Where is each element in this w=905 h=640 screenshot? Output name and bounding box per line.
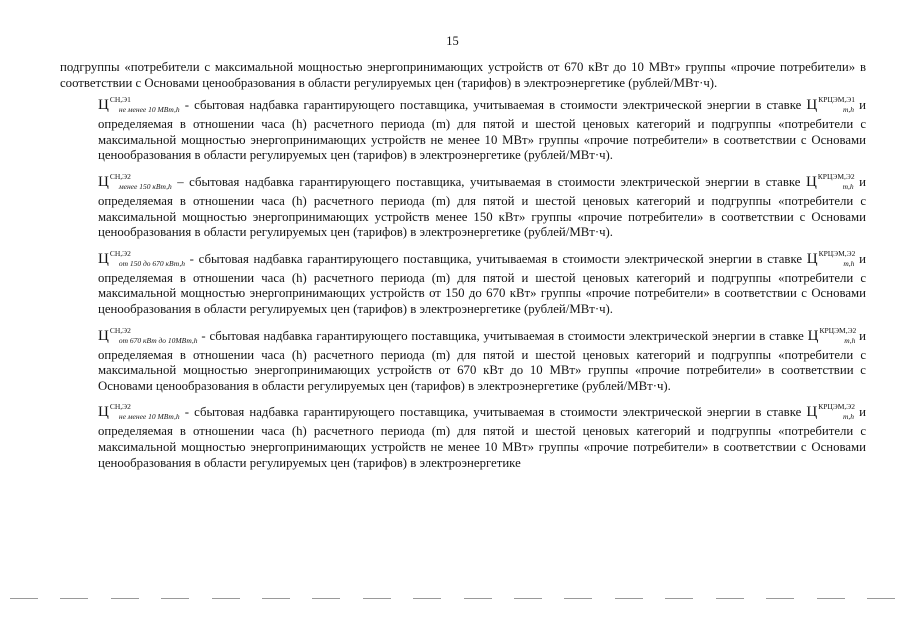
tariff-symbol: $Ц^{СН,Э2}_{не менее 10 МВт,h}$ [98, 402, 180, 422]
definition-paragraph [60, 169, 866, 241]
rate-symbol: $Ц^{КРЦЭМ,Э1}_{m,h}$ [806, 95, 855, 115]
rate-symbol: $Ц^{КРЦЭМ,Э2}_{m,h}$ [806, 402, 855, 422]
tariff-symbol: $Ц^{СН,Э2}_{от 670 кВт до 10МВт,h}$ [98, 325, 198, 345]
page-bottom-dashed-rule [0, 598, 905, 601]
definition-text: - сбытовая надбавка гарантирующего поставщика, учитываемая в стоимости электрической энергии в ставке [197, 328, 808, 343]
definition-text: - сбытовая надбавка гарантирующего поставщика, учитываемая в стоимости электрической энергии в ставке [179, 405, 807, 420]
definition-text-continued: и определяемая в отношении часа (h) расчетного периода (m) для пятой и шестой ценовых категорий и подгруппы «потребители с максимальной мощностью энергопринимающих устройств менее 150 кВт» группы «прочие потребители» в соответствии с Основами ценообразования в области регулируемых цен (тарифов) в электроэнергетике (рублей/МВт·ч). [98, 174, 866, 240]
rate-symbol: $Ц^{КРЦЭМ,Э2}_{m,h}$ [807, 325, 857, 345]
definition-text: - сбытовая надбавка гарантирующего поставщика, учитываемая в стоимости электрической энергии в ставке [179, 98, 807, 113]
definition-paragraph [60, 323, 866, 395]
definition-paragraph [60, 399, 866, 471]
tariff-symbol: $Ц^{СН,Э1}_{не менее 10 МВт,h}$ [98, 95, 180, 115]
rate-symbol: $Ц^{КРЦЭМ,Э2}_{m,h}$ [806, 248, 856, 268]
document-body [60, 60, 866, 471]
tariff-symbol: $Ц^{СН,Э2}_{менее 150 кВт,h}$ [98, 171, 172, 191]
intro-paragraph: подгруппы «потребители с максимальной мощностью энергопринимающих устройств от 670 кВт до 10 МВт» группы «прочие потребители» в соответствии с Основами ценообразования в области регулируемых цен (тарифов) в электроэнергетике (рублей/МВт·ч). [60, 60, 866, 90]
page-number: 15 [446, 34, 459, 48]
definition-paragraph [60, 92, 866, 164]
definition-text-continued: и определяемая в отношении часа (h) расчетного периода (m) для пятой и шестой ценовых категорий и подгруппы «потребители с максимальной мощностью энергопринимающих устройств от 670 кВт до 10 МВт» группы «прочие потребители» в соответствии с Основами ценообразования в области регулируемых цен (тарифов) в электроэнергетике (рублей/МВт·ч). [98, 328, 866, 393]
definition-text-continued: и определяемая в отношении часа (h) расчетного периода (m) для пятой и шестой ценовых категорий и подгруппы «потребители с максимальной мощностью энергопринимающих устройств от 150 до 670 кВт» группы «прочие потребители» в соответствии с Основами ценообразования в области регулируемых цен (тарифов) в электроэнергетике (рублей/МВт·ч). [98, 251, 866, 316]
definition-paragraph [60, 246, 866, 318]
tariff-symbol: $Ц^{СН,Э2}_{от 150 до 670 кВт,h}$ [98, 248, 185, 268]
definition-text: – сбытовая надбавка гарантирующего поставщика, учитываемая в стоимости электрической энергии в ставке [171, 174, 806, 189]
definition-text: - сбытовая надбавка гарантирующего поставщика, учитываемая в стоимости электрической энергии в ставке [184, 251, 807, 266]
definition-text-continued: и определяемая в отношении часа (h) расчетного периода (m) для пятой и шестой ценовых категорий и подгруппы «потребители с максимальной мощностью энергопринимающих устройств не менее 10 МВт» группы «прочие потребители» в соответствии с Основами ценообразования в области регулируемых цен (тарифов) в электроэнергетике (рублей/МВт·ч). [98, 98, 866, 163]
rate-symbol: $Ц^{КРЦЭМ,Э2}_{m,h}$ [805, 171, 855, 191]
definition-text-continued: и определяемая в отношении часа (h) расчетного периода (m) для пятой и шестой ценовых категорий и подгруппы «потребители с максимальной мощностью энергопринимающих устройств не менее 10 МВт» группы «прочие потребители» в соответствии с Основами ценообразования в области регулируемых цен (тарифов) в электроэнергетике [98, 405, 866, 470]
